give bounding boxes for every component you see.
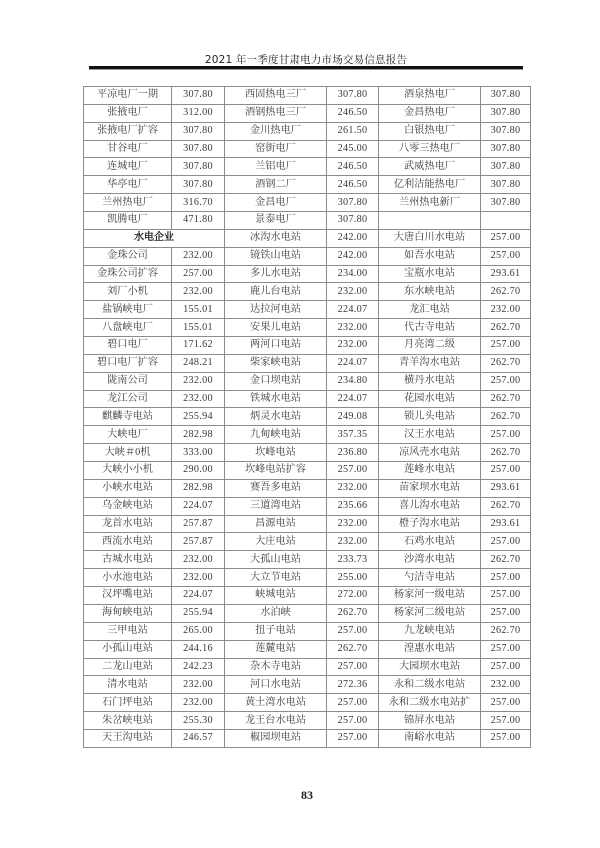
price-cell: 307.80: [481, 158, 531, 176]
plant-name-cell: 海甸峡电站: [84, 604, 172, 622]
plant-name-cell: 华亭电厂: [84, 176, 172, 194]
plant-name-cell: 金口坝电站: [225, 372, 327, 390]
plant-name-cell: 镜铁山电站: [225, 247, 327, 265]
plant-name-cell: 沙湾水电站: [379, 551, 481, 569]
price-cell: 249.08: [327, 408, 379, 426]
table-row: [84, 372, 531, 390]
table-row: [84, 194, 531, 212]
price-cell: 282.98: [172, 426, 225, 444]
plant-name-cell: 兰州热电厂: [84, 194, 172, 212]
price-cell: 246.50: [327, 176, 379, 194]
table-row: [84, 533, 531, 551]
price-cell: 246.50: [327, 158, 379, 176]
plant-name-cell: 河口水电站: [225, 676, 327, 694]
plant-name-cell: 冰沟水电站: [225, 229, 327, 247]
plant-name-cell: 酒泉热电厂: [379, 87, 481, 105]
price-cell: 232.00: [481, 676, 531, 694]
plant-name-cell: 莲峰水电站: [379, 462, 481, 480]
plant-name-cell: 九龙峡电站: [379, 622, 481, 640]
plant-name-cell: 龙江公司: [84, 390, 172, 408]
plant-name-cell: 金昌热电厂: [379, 104, 481, 122]
price-cell: 307.80: [481, 176, 531, 194]
price-cell: 232.00: [172, 551, 225, 569]
price-cell: 307.80: [481, 194, 531, 212]
price-cell: 257.87: [172, 533, 225, 551]
price-cell: 232.00: [327, 337, 379, 355]
price-cell: 232.00: [172, 247, 225, 265]
plant-name-cell: 多儿水电站: [225, 265, 327, 283]
header-rule: [89, 66, 523, 70]
price-cell: 257.00: [327, 462, 379, 480]
price-cell: 233.73: [327, 551, 379, 569]
price-cell: 257.00: [481, 462, 531, 480]
plant-name-cell: 张掖电厂: [84, 104, 172, 122]
table-row: [84, 301, 531, 319]
price-cell: 232.00: [327, 319, 379, 337]
table-row: [84, 390, 531, 408]
plant-name-cell: 铁城水电站: [225, 390, 327, 408]
price-cell: 232.00: [327, 533, 379, 551]
plant-name-cell: 莲麓电站: [225, 640, 327, 658]
price-cell: 224.07: [172, 497, 225, 515]
plant-name-cell: 杂木寺电站: [225, 658, 327, 676]
price-cell: 255.30: [172, 712, 225, 730]
plant-name-cell: 大唐白川水电站: [379, 229, 481, 247]
table-row: [84, 87, 531, 105]
plant-name-cell: 青羊沟水电站: [379, 354, 481, 372]
plant-name-cell: 汉坪嘴电站: [84, 587, 172, 605]
price-cell: 232.00: [172, 372, 225, 390]
price-cell: 307.80: [481, 104, 531, 122]
price-cell: 232.00: [481, 301, 531, 319]
plant-name-cell: 峡城电站: [225, 587, 327, 605]
plant-name-cell: 喜儿沟水电站: [379, 497, 481, 515]
price-cell: 307.80: [481, 87, 531, 105]
price-cell: 262.70: [481, 622, 531, 640]
power-plant-price-table: [83, 86, 531, 748]
table-row: [84, 212, 531, 230]
table-row: [84, 337, 531, 355]
price-cell: 262.70: [481, 444, 531, 462]
price-cell: 307.80: [481, 140, 531, 158]
price-cell: 290.00: [172, 462, 225, 480]
price-cell: 257.00: [327, 658, 379, 676]
price-cell: 232.00: [172, 569, 225, 587]
price-cell: 257.87: [172, 515, 225, 533]
price-cell: 312.00: [172, 104, 225, 122]
plant-name-cell: 酒钢二厂: [225, 176, 327, 194]
plant-name-cell: 陇南公司: [84, 372, 172, 390]
price-cell: 232.00: [327, 479, 379, 497]
plant-name-cell: 二龙山电站: [84, 658, 172, 676]
table-row: [84, 569, 531, 587]
price-cell: 262.70: [481, 408, 531, 426]
plant-name-cell: 金珠公司扩容: [84, 265, 172, 283]
table-row: [84, 426, 531, 444]
price-cell: 257.00: [481, 694, 531, 712]
plant-name-cell: 张掖电厂扩容: [84, 122, 172, 140]
plant-name-cell: 大园坝水电站: [379, 658, 481, 676]
price-cell: 272.00: [327, 587, 379, 605]
price-cell: 257.00: [327, 622, 379, 640]
table-row: [84, 354, 531, 372]
table-row: [84, 122, 531, 140]
price-cell: 242.00: [327, 247, 379, 265]
table-row: [84, 515, 531, 533]
price-cell: 307.80: [172, 122, 225, 140]
plant-name-cell: 大峡小小机: [84, 462, 172, 480]
plant-name-cell: 坎峰电站: [225, 444, 327, 462]
plant-name-cell: 黄土湾水电站: [225, 694, 327, 712]
plant-name-cell: 大庄电站: [225, 533, 327, 551]
plant-name-cell: 大立节电站: [225, 569, 327, 587]
price-cell: 261.50: [327, 122, 379, 140]
plant-name-cell: [379, 212, 481, 230]
page-number: 83: [301, 788, 313, 802]
table-row: [84, 694, 531, 712]
table-row: [84, 658, 531, 676]
plant-name-cell: 水泊峡: [225, 604, 327, 622]
plant-name-cell: 杨家河一级电站: [379, 587, 481, 605]
plant-name-cell: 白银热电厂: [379, 122, 481, 140]
price-cell: 357.35: [327, 426, 379, 444]
plant-name-cell: 小水池电站: [84, 569, 172, 587]
plant-name-cell: 安果儿电站: [225, 319, 327, 337]
plant-name-cell: 碧口电厂扩容: [84, 354, 172, 372]
price-cell: 246.57: [172, 729, 225, 747]
table-row: [84, 676, 531, 694]
price-cell: 257.00: [481, 372, 531, 390]
section-row-hydro: [84, 229, 531, 247]
price-cell: 236.80: [327, 444, 379, 462]
plant-name-cell: 窑街电厂: [225, 140, 327, 158]
plant-name-cell: 石鸡水电站: [379, 533, 481, 551]
price-cell: 232.00: [172, 390, 225, 408]
plant-name-cell: 代古寺电站: [379, 319, 481, 337]
price-cell: 235.66: [327, 497, 379, 515]
plant-name-cell: 平凉电厂一期: [84, 87, 172, 105]
plant-name-cell: 永和二级水电站扩: [379, 694, 481, 712]
price-cell: 316.70: [172, 194, 225, 212]
price-cell: 262.70: [481, 354, 531, 372]
plant-name-cell: 金川热电厂: [225, 122, 327, 140]
plant-name-cell: 杨家河二级电站: [379, 604, 481, 622]
table-row: [84, 622, 531, 640]
price-cell: 248.21: [172, 354, 225, 372]
price-cell: 262.70: [327, 604, 379, 622]
table-row: [84, 140, 531, 158]
price-cell: 255.00: [327, 569, 379, 587]
plant-name-cell: 碧口电厂: [84, 337, 172, 355]
plant-name-cell: 鹿儿台电站: [225, 283, 327, 301]
plant-name-cell: 湟惠水电站: [379, 640, 481, 658]
plant-name-cell: 连城电厂: [84, 158, 172, 176]
plant-name-cell: 九甸峡电站: [225, 426, 327, 444]
price-cell: 272.36: [327, 676, 379, 694]
plant-name-cell: 如吾水电站: [379, 247, 481, 265]
price-cell: 242.23: [172, 658, 225, 676]
price-cell: 224.07: [327, 301, 379, 319]
price-cell: 257.00: [481, 569, 531, 587]
price-cell: 262.70: [481, 319, 531, 337]
price-cell: 471.80: [172, 212, 225, 230]
plant-name-cell: 景泰电厂: [225, 212, 327, 230]
price-cell: 257.00: [327, 729, 379, 747]
plant-name-cell: 大孤山电站: [225, 551, 327, 569]
plant-name-cell: 凉风壳水电站: [379, 444, 481, 462]
price-cell: 244.16: [172, 640, 225, 658]
price-cell: 246.50: [327, 104, 379, 122]
price-cell: 282.98: [172, 479, 225, 497]
price-cell: 307.80: [172, 140, 225, 158]
price-cell: 232.00: [172, 676, 225, 694]
plant-name-cell: 苗家坝水电站: [379, 479, 481, 497]
price-cell: 262.70: [481, 497, 531, 515]
table-row: [84, 265, 531, 283]
price-cell: 257.00: [481, 247, 531, 265]
table-row: [84, 247, 531, 265]
table-row: [84, 479, 531, 497]
plant-name-cell: 小孤山电站: [84, 640, 172, 658]
plant-name-cell: 凯腾电厂: [84, 212, 172, 230]
price-cell: 255.94: [172, 604, 225, 622]
plant-name-cell: 横丹水电站: [379, 372, 481, 390]
table-row: [84, 176, 531, 194]
plant-name-cell: 西流水电站: [84, 533, 172, 551]
price-cell: 257.00: [481, 533, 531, 551]
table-row: [84, 462, 531, 480]
price-cell: 307.80: [327, 212, 379, 230]
table-row: [84, 640, 531, 658]
plant-name-cell: 东水峡电站: [379, 283, 481, 301]
plant-name-cell: 武威热电厂: [379, 158, 481, 176]
plant-name-cell: 金昌电厂: [225, 194, 327, 212]
price-cell: 257.00: [481, 587, 531, 605]
price-cell: 257.00: [481, 229, 531, 247]
plant-name-cell: 柴家峡电站: [225, 354, 327, 372]
plant-name-cell: 金珠公司: [84, 247, 172, 265]
table-row: [84, 604, 531, 622]
plant-name-cell: 花园水电站: [379, 390, 481, 408]
plant-name-cell: 酒钢热电三厂: [225, 104, 327, 122]
table-row: [84, 408, 531, 426]
price-cell: 257.00: [481, 604, 531, 622]
plant-name-cell: 汉王水电站: [379, 426, 481, 444]
price-cell: 257.00: [481, 712, 531, 730]
price-cell: 257.00: [481, 729, 531, 747]
plant-name-cell: 古城水电站: [84, 551, 172, 569]
plant-name-cell: 八零三热电厂: [379, 140, 481, 158]
plant-name-cell: 龙首水电站: [84, 515, 172, 533]
price-cell: 224.07: [327, 390, 379, 408]
price-cell: 257.00: [481, 337, 531, 355]
price-cell: 257.00: [481, 640, 531, 658]
plant-name-cell: 坎峰电站扩容: [225, 462, 327, 480]
plant-name-cell: 赛吾多电站: [225, 479, 327, 497]
plant-name-cell: 橙子沟水电站: [379, 515, 481, 533]
price-cell: 257.00: [481, 658, 531, 676]
price-cell: 262.70: [481, 390, 531, 408]
price-cell: 262.70: [327, 640, 379, 658]
price-cell: 307.80: [327, 194, 379, 212]
plant-name-cell: 月亮湾二级: [379, 337, 481, 355]
plant-name-cell: 昌源电站: [225, 515, 327, 533]
price-cell: 234.00: [327, 265, 379, 283]
price-cell: 257.00: [327, 712, 379, 730]
price-cell: 307.80: [172, 158, 225, 176]
plant-name-cell: 甘谷电厂: [84, 140, 172, 158]
plant-name-cell: 小峡水电站: [84, 479, 172, 497]
plant-name-cell: 宝瓶水电站: [379, 265, 481, 283]
price-cell: 333.00: [172, 444, 225, 462]
table-row: [84, 319, 531, 337]
price-cell: 255.94: [172, 408, 225, 426]
table-row: [84, 283, 531, 301]
table-row: [84, 729, 531, 747]
price-cell: 224.07: [327, 354, 379, 372]
section-label: 水电企业: [84, 229, 225, 247]
price-cell: 307.80: [327, 87, 379, 105]
plant-name-cell: 南峪水电站: [379, 729, 481, 747]
plant-name-cell: 亿利洁能热电厂: [379, 176, 481, 194]
price-cell: 242.00: [327, 229, 379, 247]
plant-name-cell: 石门坪电站: [84, 694, 172, 712]
price-cell: 307.80: [481, 122, 531, 140]
table-row: [84, 551, 531, 569]
plant-name-cell: 大峡＃0机: [84, 444, 172, 462]
price-cell: 245.00: [327, 140, 379, 158]
price-cell: 293.61: [481, 479, 531, 497]
table-row: [84, 587, 531, 605]
table-row: [84, 158, 531, 176]
plant-name-cell: 龙汇电站: [379, 301, 481, 319]
plant-name-cell: 天王沟电站: [84, 729, 172, 747]
price-cell: [481, 212, 531, 230]
plant-name-cell: 勺洁寺电站: [379, 569, 481, 587]
table-row: [84, 104, 531, 122]
plant-name-cell: 扭子电站: [225, 622, 327, 640]
price-cell: 307.80: [172, 87, 225, 105]
price-cell: 307.80: [172, 176, 225, 194]
plant-name-cell: 三道湾电站: [225, 497, 327, 515]
plant-name-cell: 达拉河电站: [225, 301, 327, 319]
plant-name-cell: 西固热电三厂: [225, 87, 327, 105]
plant-name-cell: 炳灵水电站: [225, 408, 327, 426]
price-cell: 155.01: [172, 301, 225, 319]
plant-name-cell: 朱岔峡电站: [84, 712, 172, 730]
plant-name-cell: 三甲电站: [84, 622, 172, 640]
price-cell: 232.00: [172, 694, 225, 712]
plant-name-cell: 永和二级水电站: [379, 676, 481, 694]
plant-name-cell: 椒园坝电站: [225, 729, 327, 747]
plant-name-cell: 大峡电厂: [84, 426, 172, 444]
plant-name-cell: 锦屏水电站: [379, 712, 481, 730]
price-cell: 224.07: [172, 587, 225, 605]
price-cell: 171.62: [172, 337, 225, 355]
price-cell: 232.00: [172, 283, 225, 301]
price-cell: 257.00: [172, 265, 225, 283]
plant-name-cell: 清水电站: [84, 676, 172, 694]
price-cell: 232.00: [327, 515, 379, 533]
plant-name-cell: 乌金峡电站: [84, 497, 172, 515]
table-row: [84, 712, 531, 730]
plant-name-cell: 兰铝电厂: [225, 158, 327, 176]
price-cell: 257.00: [481, 426, 531, 444]
page-header-title: 2021 年一季度甘肃电力市场交易信息报告: [204, 54, 408, 66]
plant-name-cell: 八盘峡电厂: [84, 319, 172, 337]
price-cell: 262.70: [481, 551, 531, 569]
plant-name-cell: 刘厂小机: [84, 283, 172, 301]
plant-name-cell: 龙王台水电站: [225, 712, 327, 730]
table-body: [84, 87, 531, 748]
price-cell: 232.00: [327, 283, 379, 301]
table-row: [84, 444, 531, 462]
plant-name-cell: 兰州热电新厂: [379, 194, 481, 212]
price-cell: 234.80: [327, 372, 379, 390]
plant-name-cell: 两河口电站: [225, 337, 327, 355]
price-cell: 262.70: [481, 283, 531, 301]
plant-name-cell: 盐锅峡电厂: [84, 301, 172, 319]
price-cell: 155.01: [172, 319, 225, 337]
price-cell: 257.00: [327, 694, 379, 712]
price-cell: 293.61: [481, 265, 531, 283]
table-row: [84, 497, 531, 515]
plant-name-cell: 锁儿头电站: [379, 408, 481, 426]
price-cell: 265.00: [172, 622, 225, 640]
price-cell: 293.61: [481, 515, 531, 533]
plant-name-cell: 麒麟寺电站: [84, 408, 172, 426]
